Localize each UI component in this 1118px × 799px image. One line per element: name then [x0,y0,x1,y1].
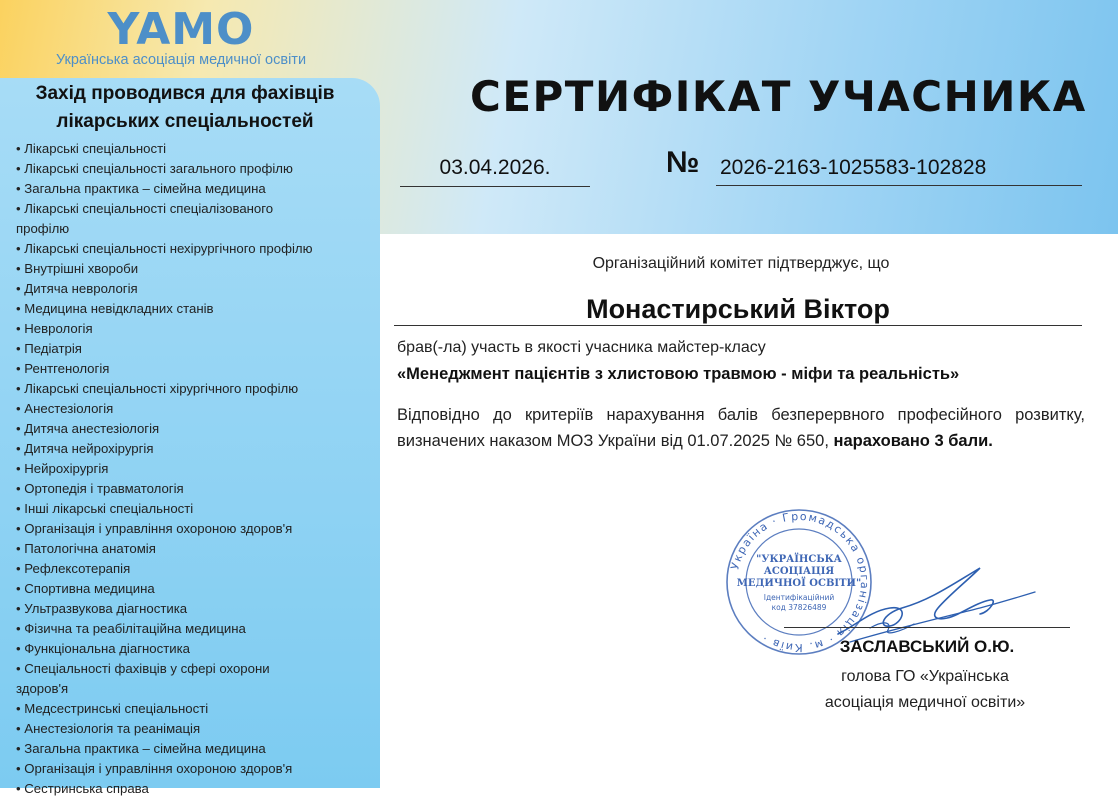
specialty-item: • Спеціальності фахівців у сфері охорони здоров'я [0,659,316,699]
specialty-item: • Організація і управління охороною здоров'я [16,759,380,779]
specialty-item: • Загальна практика – сімейна медицина [16,179,380,199]
specialty-item: • Загальна практика – сімейна медицина [16,739,380,759]
specialty-item: • Рефлексотерапія [16,559,380,579]
specialty-item: • Інші лікарські спеціальності [16,499,380,519]
certificate-date: 03.04.2026. [400,152,590,187]
certificate-title: СЕРТИФІКАТ УЧАСНИКА [470,72,1087,121]
signer-role [770,664,1080,716]
confirm-text: Організаційний комітет підтверджує, що [592,255,890,272]
specialty-item: • Фізична та реабілітаційна медицина [16,619,380,639]
specialties-list [0,139,380,799]
specialty-item: • Організація і управління охороною здоров'я [16,519,380,539]
logo-subtitle: Українська асоціація медичної освіти [55,52,307,68]
specialty-item: • Функціональна діагностика [16,639,380,659]
specialty-item: • Спортивна медицина [16,579,380,599]
signer-role-line-2: асоціація медичної освіти» [824,694,1026,711]
stamp-ring-text: Україна · Громадська організація · м. Київ · [728,509,872,655]
specialties-panel [0,78,380,796]
specialty-item: • Неврологія [16,319,380,339]
specialty-item: • Медсестринські спеціальності [16,699,380,719]
logo-word: YAMO [107,4,255,55]
specialty-item: • Анестезіологія [16,399,380,419]
specialty-item: • Анестезіологія та реанімація [16,719,380,739]
stamp-line-2: АСОЦІАЦІЯ [763,566,835,577]
signer-role-line-1: голова ГО «Українська [841,668,1009,685]
signature-line [784,627,1070,628]
specialty-item: • Сестринська справа [16,779,380,799]
specialty-item: • Патологічна анатомія [16,539,380,559]
specialty-item: • Рентгенологія [16,359,380,379]
specialty-item: • Дитяча анестезіологія [16,419,380,439]
recipient-name: Монастирський Віктор [394,292,1082,326]
participation-text: брав(-ла) участь в якості учасника майстер-класу [397,339,766,356]
specialty-item: • Ультразвукова діагностика [16,599,380,619]
specialty-item: • Медицина невідкладних станів [16,299,380,319]
criteria-paragraph [397,402,1085,454]
specialty-item: • Педіатрія [16,339,380,359]
certificate-number: 2026-2163-1025583-102828 [716,152,1082,186]
specialty-item: • Лікарські спеціальності [16,139,380,159]
criteria-text: Відповідно до критеріїв нарахування балів безперервного професійного розвитку, визначених наказом МОЗ України від 01.07.2025 № 650, [397,406,1085,450]
specialty-item: • Дитяча неврологія [16,279,380,299]
stamp-line-3: МЕДИЧНОЇ ОСВІТИ" [736,578,862,589]
signer-name: ЗАСЛАВСЬКИЙ О.Ю. [839,637,1015,656]
specialty-item: • Ортопедія і травматологія [16,479,380,499]
stamp-line-5: код 37826489 [771,603,827,612]
specialty-item: • Нейрохірургія [16,459,380,479]
number-sign: № [666,146,700,179]
specialty-item: • Лікарські спеціальності нехірургічного профілю [0,239,316,259]
specialty-item: • Внутрішні хвороби [16,259,380,279]
specialties-title: Захід проводився для фахівців лікарських спеціальностей [35,83,335,132]
specialty-item: • Лікарські спеціальності хірургічного профілю [16,379,380,399]
specialty-item: • Дитяча нейрохірургія [16,439,380,459]
specialty-item: • Лікарські спеціальності загального профілю [16,159,380,179]
stamp-line-1: "УКРАЇНСЬКА [756,554,842,565]
event-title: «Менеджмент пацієнтів з хлистовою травмою - міфи та реальність» [397,365,960,383]
stamp-line-4: Ідентифікаційний [763,593,835,602]
logo [26,4,336,68]
points-text: нараховано 3 бали. [833,432,993,450]
specialty-item: • Лікарські спеціальності спеціалізованого профілю [0,199,316,239]
